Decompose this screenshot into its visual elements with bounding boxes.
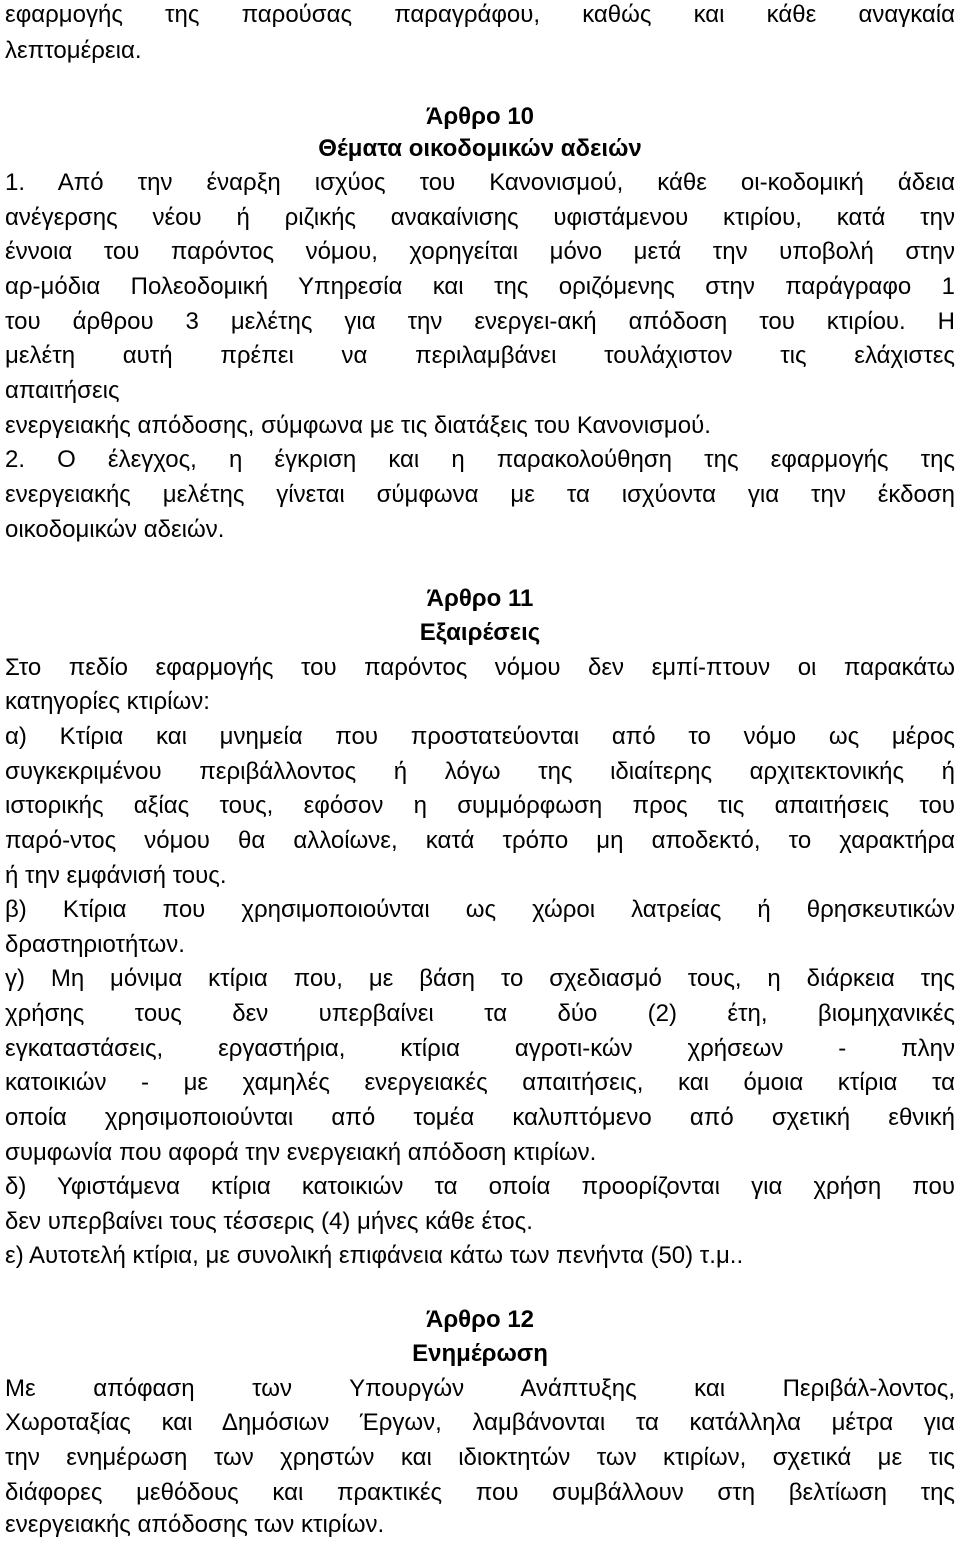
paragraph-line: συμφωνία που αφορά την ενεργειακή απόδοση κτιρίων.: [5, 1139, 597, 1166]
article-10-heading: Άρθρο 10: [425, 103, 535, 130]
article-11-heading: Άρθρο 11: [426, 585, 534, 612]
paragraph-line: ή την εμφάνισή τους.: [5, 862, 227, 889]
paragraph-line: οικοδομικών αδειών.: [5, 516, 225, 543]
paragraph-line: Στο πεδίο εφαρμογής του παρόντος νόμου δεν εμπί-πτουν οι παρακάτω: [5, 654, 955, 681]
paragraph-line: δ) Υφιστάμενα κτίρια κατοικιών τα οποία προορίζονται για χρήση που: [5, 1173, 955, 1200]
paragraph-line: χρήσης τους δεν υπερβαίνει τα δύο (2) έτη, βιομηχανικές: [5, 1000, 955, 1027]
paragraph-line: δραστηριοτήτων.: [5, 931, 185, 958]
paragraph-line: Με απόφαση των Υπουργών Ανάπτυξης και Περιβάλ-λοντος,: [5, 1375, 955, 1402]
paragraph-line: ενεργειακής απόδοσης των κτιρίων.: [5, 1511, 385, 1538]
paragraph-line: διάφορες μεθόδους και πρακτικές που συμβάλλουν στη βελτίωση της: [5, 1479, 955, 1506]
article-11-title: Εξαιρέσεις: [419, 619, 541, 646]
paragraph-line: εφαρμογής της παρούσας παραγράφου, καθώς και κάθε αναγκαία: [5, 1, 955, 28]
article-10-title: Θέματα οικοδομικών αδειών: [318, 135, 642, 162]
paragraph-line: απαιτήσεις: [5, 377, 120, 404]
paragraph-line: αρ-μόδια Πολεοδομική Υπηρεσία και της οριζόμενης στην παράγραφο 1: [5, 273, 955, 300]
paragraph-line: β) Κτίρια που χρησιμοποιούνται ως χώροι λατρείας ή θρησκευτικών: [5, 896, 955, 923]
paragraph-line: ε) Αυτοτελή κτίρια, με συνολική επιφάνεια κάτω των πενήντα (50) τ.μ..: [5, 1242, 744, 1269]
paragraph-line: γ) Μη μόνιμα κτίρια που, με βάση το σχεδιασμό τους, η διάρκεια της: [5, 965, 955, 992]
paragraph-line: κατοικιών - με χαμηλές ενεργειακές απαιτήσεις, και όμοια κτίρια τα: [5, 1069, 955, 1096]
paragraph-line: παρό-ντος νόμου θα αλλοίωνε, κατά τρόπο μη αποδεκτό, το χαρακτήρα: [5, 827, 955, 854]
paragraph-line: μελέτη αυτή πρέπει να περιλαμβάνει τουλάχιστον τις ελάχιστες: [5, 342, 955, 369]
paragraph-line: λεπτομέρεια.: [5, 37, 142, 64]
paragraph-line: Χωροταξίας και Δημόσιων Έργων, λαμβάνονται τα κατάλληλα μέτρα για: [5, 1409, 955, 1436]
paragraph-line: 2. Ο έλεγχος, η έγκριση και η παρακολούθηση της εφαρμογής της: [5, 446, 955, 473]
paragraph-line: δεν υπερβαίνει τους τέσσερις (4) μήνες κάθε έτος.: [5, 1208, 533, 1235]
paragraph-line: 1. Από την έναρξη ισχύος του Κανονισμού, κάθε οι-κοδομική άδεια: [5, 169, 955, 196]
paragraph-line: συγκεκριμένου περιβάλλοντος ή λόγω της ιδιαίτερης αρχιτεκτονικής ή: [5, 758, 955, 785]
article-12-heading: Άρθρο 12: [425, 1306, 535, 1333]
article-12-title: Ενημέρωση: [412, 1340, 548, 1367]
paragraph-line: του άρθρου 3 μελέτης για την ενεργει-ακή απόδοση του κτιρίου. Η: [5, 308, 955, 335]
paragraph-line: ενεργειακής απόδοσης, σύμφωνα με τις διατάξεις του Κανονισμού.: [5, 412, 711, 439]
paragraph-line: ανέγερσης νέου ή ριζικής ανακαίνισης υφιστάμενου κτιρίου, κατά την: [5, 204, 955, 231]
paragraph-line: κατηγορίες κτιρίων:: [5, 688, 210, 715]
paragraph-line: την ενημέρωση των χρηστών και ιδιοκτητών των κτιρίων, σχετικά με τις: [5, 1444, 955, 1471]
paragraph-line: ενεργειακής μελέτης γίνεται σύμφωνα με τα ισχύοντα για την έκδοση: [5, 481, 955, 508]
paragraph-line: ιστορικής αξίας τους, εφόσον η συμμόρφωση προς τις απαιτήσεις του: [5, 792, 955, 819]
paragraph-line: εγκαταστάσεις, εργαστήρια, κτίρια αγροτι-κών χρήσεων - πλην: [5, 1035, 955, 1062]
paragraph-line: οποία χρησιμοποιούνται από τομέα καλυπτόμενο από σχετική εθνική: [5, 1104, 955, 1131]
paragraph-line: α) Κτίρια και μνημεία που προστατεύονται από το νόμο ως μέρος: [5, 723, 955, 750]
paragraph-line: έννοια του παρόντος νόμου, χορηγείται μόνο μετά την υποβολή στην: [5, 238, 955, 265]
